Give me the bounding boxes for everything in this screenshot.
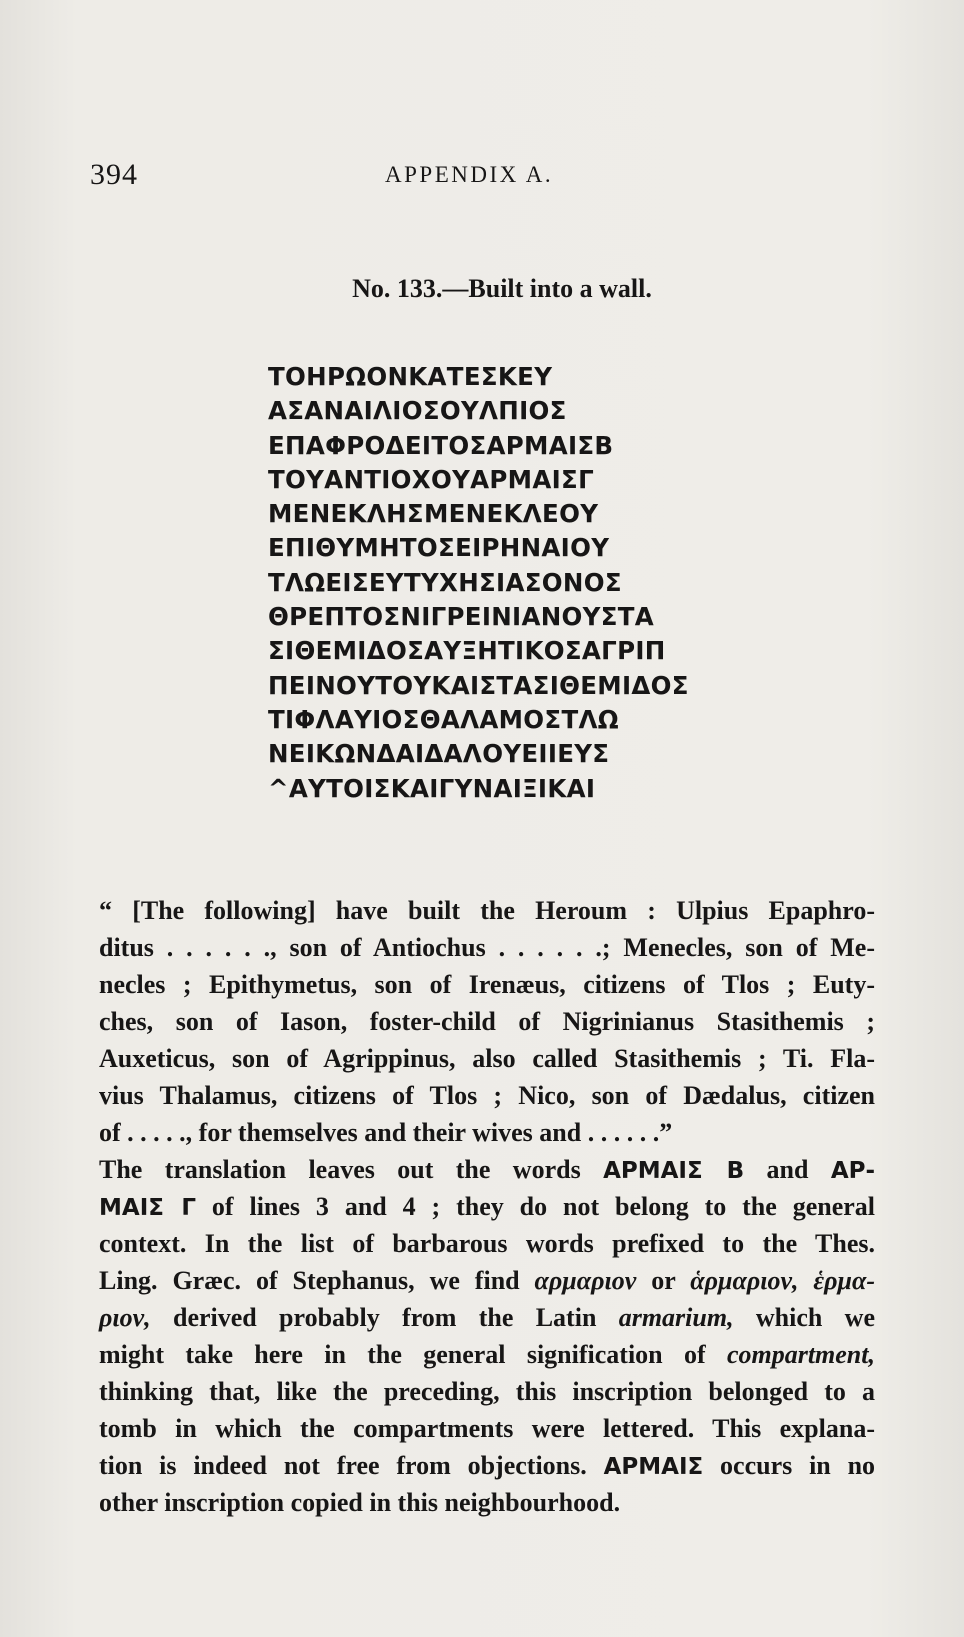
translation-paragraph [99,892,875,1151]
page-number: 394 [90,158,138,191]
commentary-text: which we [755,1303,875,1332]
greek-inscription [268,360,689,806]
inscription-line: ^ΑΥΤΟΙΣΚΑΙΓΥΝΑΙΞΙΚΑΙ [268,773,596,803]
commentary-line [99,1447,875,1484]
commentary-text: or [651,1266,676,1295]
greek-term: ΜΑΙΣ Γ [99,1195,197,1221]
show-through-bleed [96,225,886,263]
commentary-paragraph [99,1151,875,1521]
inscription-line: ΣΙΘΕΜΙΔΟΣΑΥΞΗΤΙΚΟΣΑΓΡΙΠ [268,636,666,666]
inscription-line: ΕΠΑΦΡΟΔΕΙΤΟΣΑΡΜΑΙΣΒ [268,430,614,460]
latin-word-italic: armarium, [618,1303,734,1332]
translation-line: “ [The following] have built the Heroum : Ulpius Epaphro- [99,896,875,925]
translation-line: Auxeticus, son of Agrippinus, also called Stasithemis ; Ti. Fla- [99,1044,875,1073]
commentary-line: thinking that, like the preceding, this inscription belonged to a [99,1377,875,1406]
commentary-text: tion is indeed not free from objections. [99,1451,587,1480]
inscription-line: ΤΟΥΑΝΤΙΟΧΟΥΑΡΜΑΙΣΓ [268,464,594,494]
commentary-text: of lines 3 and 4 ; they do not belong to the general [211,1192,876,1221]
inscription-line: ΕΠΙΘΥΜΗΤΟΣΕΙΡΗΝΑΙΟΥ [268,533,610,563]
greek-term: ΑΡΜΑΙΣ Β [603,1158,745,1184]
running-head [90,158,880,198]
commentary-text: and [766,1155,809,1184]
inscription-heading [0,274,964,304]
commentary-line [99,1336,875,1373]
emphasis-word-italic: compartment, [726,1340,875,1369]
commentary-text: The translation leaves out the words [99,1155,581,1184]
greek-term: ΑΡΜΑΙΣ [603,1454,704,1480]
commentary-text: occurs in no [720,1451,876,1480]
greek-word-italic: ἁρμαριον, ἑρμα- [690,1266,875,1295]
inscription-line: ΤΙΦΛΑΥΙΟΣΘΑΛΑΜΟΣΤΛΩ [268,704,619,734]
commentary-text: derived probably from the Latin [172,1303,597,1332]
translation-line: of . . . . ., for themselves and their wives and . . . . . .” [99,1118,673,1147]
commentary-line [99,1188,875,1225]
inscription-line: ΑΣΑΝΑΙΛΙΟΣΟΥΛΠΙΟΣ [268,396,567,426]
translation-line: ditus . . . . . ., son of Antiochus . . . . . .; Menecles, son of Me- [99,933,875,962]
greek-term: ΑΡ- [830,1158,876,1184]
commentary-text: might take here in the general signification of [99,1340,706,1369]
body-text [99,892,875,1521]
inscription-line: ΝΕΙΚΩΝΔΑΙΔΑΛΟΥΕΙΙΕΥΣ [268,739,610,769]
running-title: APPENDIX A. [385,162,554,187]
inscription-line: ΜΕΝΕΚΛΗΣΜΕΝΕΚΛΕΟΥ [268,499,599,529]
inscription-line: ΤΟΗΡΩΟΝΚΑΤΕΣΚΕΥ [268,362,553,391]
inscription-line: ΤΛΩΕΙΣΕΥΤΥΧΗΣΙΑΣΟΝΟΣ [268,567,622,597]
commentary-line [99,1262,875,1299]
greek-word-italic: ριον, [99,1303,151,1332]
inscription-line: ΘΡΕΠΤΟΣΝΙΓΡΕΙΝΙΑΝΟΥΣΤΑ [268,602,655,632]
commentary-line: other inscription copied in this neighbourhood. [99,1488,621,1517]
commentary-line [99,1151,875,1188]
inscription-line: ΠΕΙΝΟΥΤΟΥΚΑΙΣΤΑΣΙΘΕΜΙΔΟΣ [268,670,689,700]
commentary-line: tomb in which the compartments were lettered. This explana- [99,1414,875,1443]
commentary-text: Ling. Græc. of Stephanus, we find [99,1266,520,1295]
commentary-line [99,1299,875,1336]
translation-line: necles ; Epithymetus, son of Irenæus, citizens of Tlos ; Euty- [99,970,875,999]
greek-word-italic: αρμαριον [534,1266,637,1295]
commentary-line: context. In the list of barbarous words prefixed to the Thes. [99,1229,875,1258]
translation-line: vius Thalamus, citizens of Tlos ; Nico, son of Dædalus, citizen [99,1081,875,1110]
translation-line: ches, son of Iason, foster-child of Nigrinianus Stasithemis ; [99,1007,875,1036]
inscription-heading-text: No. 133.—Built into a wall. [352,274,652,303]
